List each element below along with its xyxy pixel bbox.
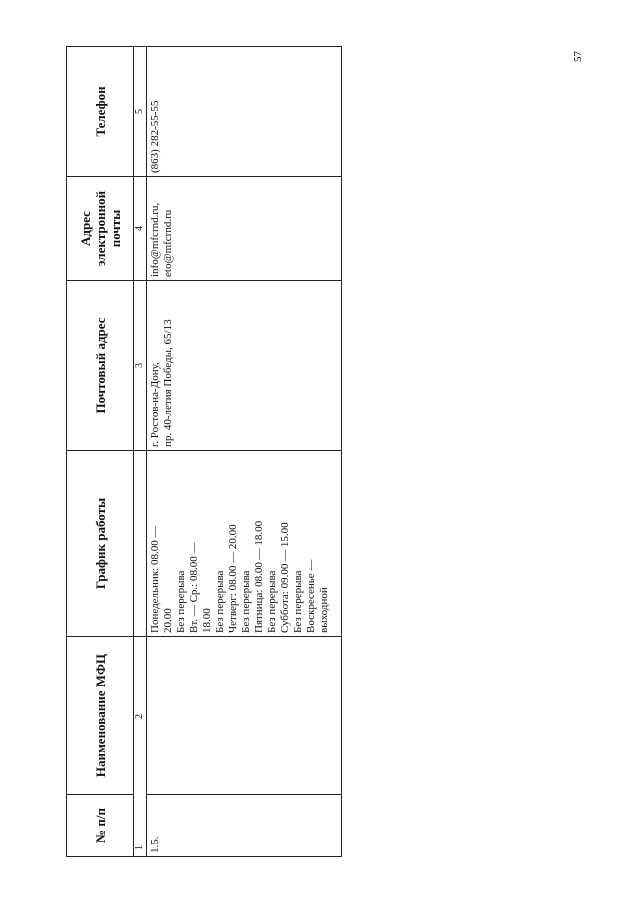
schedule-line: Без перерыва bbox=[214, 570, 226, 633]
row-address bbox=[147, 281, 342, 451]
mfc-table-rotated bbox=[66, 47, 359, 857]
schedule-line: Суббота: 09.00 — 15.00 bbox=[279, 522, 291, 633]
email-line: info@mfcrnd.ru, bbox=[149, 202, 161, 277]
schedule-line: 20.00 bbox=[162, 608, 174, 633]
column-number-4: 4 bbox=[134, 177, 147, 281]
schedule-line: Четверг: 08.00 — 20.00 bbox=[227, 524, 239, 633]
header-phone: Телефон bbox=[67, 47, 134, 177]
row-phone: (863) 282-55-55 bbox=[147, 47, 342, 177]
column-number-3: 3 bbox=[134, 281, 147, 451]
header-address: Почтовый адрес bbox=[67, 281, 134, 451]
column-number-blank bbox=[134, 451, 147, 637]
schedule-line: Понедельник: 08.00 — bbox=[149, 526, 161, 633]
column-number-cell bbox=[134, 637, 147, 857]
address-line: г. Ростов-на-Дону, bbox=[149, 362, 161, 447]
header-number: № п/п bbox=[67, 795, 134, 857]
schedule-line: выходной bbox=[318, 587, 330, 633]
schedule-line: Пятница: 08.00 — 18.00 bbox=[253, 520, 265, 633]
schedule-line: Без перерыва bbox=[292, 570, 304, 633]
schedule-line: Вт. — Ср.: 08.00 — bbox=[188, 542, 200, 633]
header-row bbox=[67, 47, 134, 857]
schedule-line: 18.00 bbox=[201, 608, 213, 633]
page-number: 57 bbox=[572, 51, 584, 62]
schedule-line: Без перерыва bbox=[175, 570, 187, 633]
row-email bbox=[147, 177, 342, 281]
mfc-table bbox=[66, 46, 342, 857]
row-schedule bbox=[147, 451, 342, 637]
column-number-1: 1 bbox=[134, 845, 145, 850]
column-number-row bbox=[134, 47, 147, 857]
column-number-2: 2 bbox=[134, 714, 145, 719]
row-number: 1.5. bbox=[147, 795, 342, 857]
header-email: Адрес электронной почты bbox=[67, 177, 134, 281]
schedule-line: Воскресенье — bbox=[305, 559, 317, 633]
email-line: eto@mfcrnd.ru bbox=[162, 209, 174, 277]
column-number-5: 5 bbox=[134, 47, 147, 177]
header-name: Наименование МФЦ bbox=[67, 637, 134, 795]
row-name bbox=[147, 637, 342, 795]
header-schedule: График работы bbox=[67, 451, 134, 637]
address-line: пр. 40-летия Победы, 65/13 bbox=[162, 319, 174, 447]
table-row bbox=[147, 47, 342, 857]
schedule-line: Без перерыва bbox=[266, 570, 278, 633]
schedule-line: Без перерыва bbox=[240, 570, 252, 633]
